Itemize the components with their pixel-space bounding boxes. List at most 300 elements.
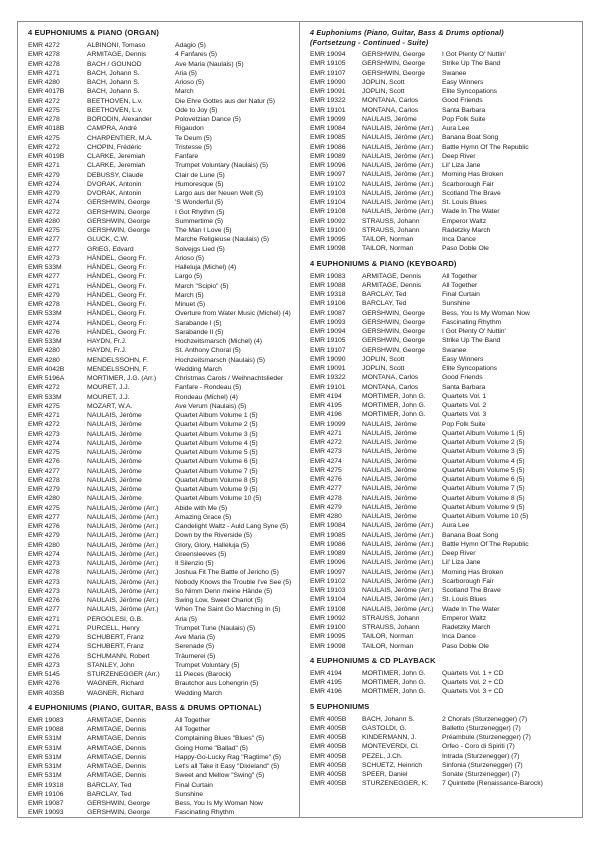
composer-name: GERSHWIN, George <box>362 328 426 335</box>
emr-code: EMR 19093 <box>28 809 64 817</box>
catalog-row <box>28 762 295 771</box>
catalog-row <box>310 447 578 456</box>
catalog-row <box>310 226 578 235</box>
catalog-row <box>28 263 295 272</box>
piece-title: Lil' Liza Jane <box>442 559 481 567</box>
catalog-row <box>28 180 295 189</box>
emr-code: EMR 4005B <box>310 715 347 723</box>
piece-title: Ode to Joy (5) <box>175 106 218 114</box>
emr-code: EMR 4271 <box>28 69 60 77</box>
composer-name: NAULAIS, Jérôme (Arr.) <box>87 606 159 614</box>
piece-title: Amazing Grace (5) <box>175 513 232 521</box>
composer-name: GLUCK, C.W. <box>87 236 129 244</box>
catalog-row <box>28 393 295 402</box>
piece-title: Orfeo - Coro di Spiriti (7) <box>442 743 515 751</box>
emr-code: EMR 19099 <box>310 115 346 123</box>
piece-title: Quartet Album Volume 7 (5) <box>175 467 258 475</box>
piece-title: St. Louis Blues <box>442 199 487 206</box>
composer-name: NAULAIS, Jérôme (Arr.) <box>362 605 434 613</box>
catalog-row <box>310 309 578 318</box>
composer-name: BARCLAY, Ted <box>362 291 407 298</box>
emr-code: EMR 4277 <box>28 606 60 614</box>
catalog-row <box>28 568 295 577</box>
composer-name: PURCELL, Henry <box>87 624 140 632</box>
catalog-row <box>310 632 578 641</box>
emr-code: EMR 4005B <box>310 743 347 751</box>
composer-name: NAULAIS, Jérôme <box>362 494 417 502</box>
emr-code: EMR 4273 <box>310 448 342 456</box>
catalog-row <box>310 770 578 779</box>
piece-title: Wade In The Water <box>442 208 500 216</box>
composer-name: HAYDN, Fr.J. <box>87 347 127 355</box>
composer-name: NAULAIS, Jérôme (Arr.) <box>87 578 159 586</box>
catalog-row <box>310 290 578 299</box>
catalog-row <box>28 143 295 152</box>
emr-code: EMR 19108 <box>310 208 346 216</box>
catalog-row <box>310 724 578 733</box>
catalog-row <box>28 217 295 226</box>
piece-title: Quartet Album Volume 6 (5) <box>175 458 258 466</box>
composer-name: MONTEVERDI, Cl. <box>362 743 419 751</box>
piece-title: Trumpet Tune (Naulais) (5) <box>175 624 256 632</box>
catalog-row <box>28 106 295 115</box>
catalog-row <box>310 586 578 595</box>
composer-name: NAULAIS, Jérôme <box>362 115 417 123</box>
piece-title: Radetzky March <box>442 624 491 631</box>
emr-code: EMR 4278 <box>28 51 60 59</box>
emr-code: EMR 4273 <box>28 587 60 595</box>
emr-code: EMR 4277 <box>310 485 342 493</box>
composer-name: ALBINONI, Tomaso <box>87 42 146 49</box>
emr-code: EMR 4272 <box>28 384 60 392</box>
composer-name: BACH, Johann S. <box>87 79 140 86</box>
composer-name: HÄNDEL, Georg Fr. <box>87 301 147 308</box>
piece-title: Glory, Glory, Halleluja (5) <box>175 541 249 549</box>
catalog-row <box>310 106 578 115</box>
emr-code: EMR 19098 <box>310 642 346 650</box>
composer-name: NAULAIS, Jérôme (Arr.) <box>362 577 434 585</box>
composer-name: GERSHWIN, George <box>362 318 426 326</box>
emr-code: EMR 19087 <box>28 800 64 807</box>
emr-code: EMR 4279 <box>310 503 342 511</box>
catalog-row <box>310 59 578 68</box>
composer-name: NAULAIS, Jérôme <box>362 466 417 474</box>
composer-name: STRAUSS, Johann <box>362 624 420 631</box>
piece-title: Pop Folk Suite <box>442 420 486 428</box>
composer-name: NAULAIS, Jérôme (Arr.) <box>87 569 159 577</box>
composer-name: CHARPENTIER, M.A. <box>87 134 153 142</box>
piece-title: Nobody Knows the Trouble I've See (5) <box>175 578 292 586</box>
catalog-row <box>310 540 578 549</box>
emr-code: EMR 19102 <box>310 577 346 585</box>
piece-title: Minuet (5) <box>175 301 206 308</box>
piece-title: Fanfare <box>175 153 199 160</box>
composer-name: HAYDN, Fr.J. <box>87 338 127 345</box>
piece-title: Hochzeitsmarsch (Naulais) (5) <box>175 356 265 364</box>
piece-title: Rondeau (Michel) (4) <box>175 393 238 401</box>
piece-title: Final Curtain <box>175 781 213 789</box>
piece-title: Easy Winners <box>442 355 484 363</box>
piece-title: Quartet Album Volume 6 (5) <box>442 476 525 483</box>
catalog-row <box>310 678 578 687</box>
composer-name: NAULAIS, Jérôme <box>87 449 142 456</box>
piece-title: Quartet Album Volume 2 (5) <box>442 439 525 446</box>
piece-title: Quartet Album Volume 9 (5) <box>175 486 258 493</box>
emr-code: EMR 4275 <box>28 504 60 512</box>
emr-code: EMR 4005B <box>310 724 347 732</box>
catalog-row <box>28 734 295 743</box>
composer-name: NAULAIS, Jérôme <box>362 476 417 483</box>
piece-title: Inca Dance <box>442 236 476 243</box>
composer-name: WAGNER, Richard <box>87 680 144 688</box>
catalog-row <box>310 521 578 530</box>
composer-name: NAULAIS, Jérôme (Arr.) <box>362 596 434 604</box>
emr-code: EMR 4271 <box>28 615 60 623</box>
emr-code: EMR 19101 <box>310 383 346 391</box>
catalog-row <box>28 633 295 642</box>
emr-code: EMR 4278 <box>28 476 60 484</box>
emr-code: EMR 4278 <box>28 60 60 68</box>
composer-name: STANLEY, John <box>87 661 135 669</box>
piece-title: Aura Lee <box>442 522 470 530</box>
emr-code: EMR 19103 <box>310 189 346 197</box>
section-heading: 4 EUPHONIUMS (PIANO, GUITAR, BASS & DRUMS OPTIONAL) <box>28 702 262 712</box>
piece-title: March <box>175 88 194 96</box>
emr-code: EMR 5196A <box>28 375 65 382</box>
catalog-row <box>310 355 578 364</box>
emr-code: EMR 19098 <box>310 245 346 253</box>
catalog-row <box>28 50 295 59</box>
piece-title: Arioso (5) <box>175 79 204 86</box>
piece-title: Quartets Vol. 3 <box>442 411 487 419</box>
composer-name: NAULAIS, Jérôme <box>362 448 417 456</box>
catalog-row <box>28 541 295 550</box>
piece-title: Quartet Album Volume 1 (5) <box>175 412 258 419</box>
composer-name: MONTANA, Carlos <box>362 383 419 391</box>
piece-title: Going Home "Ballad" (5) <box>175 744 248 752</box>
piece-title: Down by the Riverside (5) <box>175 532 252 540</box>
composer-name: BEETHOVEN, L.v. <box>87 106 143 114</box>
composer-name: GERSHWIN, George <box>87 208 151 216</box>
catalog-row <box>310 364 578 373</box>
catalog-row <box>310 161 578 170</box>
piece-title: I Got Rhythm (5) <box>175 208 225 216</box>
emr-code: EMR 19096 <box>310 162 346 169</box>
catalog-row <box>310 392 578 401</box>
composer-name: STRAUSS, Johann <box>362 614 420 622</box>
composer-name: NAULAIS, Jérôme (Arr.) <box>362 143 434 151</box>
piece-title: Sinfonia (Sturzenegger) (7) <box>442 761 523 769</box>
catalog-row <box>28 642 295 651</box>
catalog-row <box>310 401 578 410</box>
emr-code: EMR 19105 <box>310 337 346 345</box>
piece-title: Ave Verum (Naulais) (5) <box>175 402 247 410</box>
composer-name: HÄNDEL, Georg Fr. <box>87 254 147 262</box>
piece-title: Quartet Album Volume 10 (5) <box>442 513 529 520</box>
catalog-row <box>28 522 295 531</box>
piece-title: Radetzky March <box>442 226 491 234</box>
catalog-row <box>28 652 295 661</box>
composer-name: CLARKE, Jeremiah <box>87 162 146 170</box>
piece-title: Quartet Album Volume 2 (5) <box>175 421 258 429</box>
piece-title: Fascinating Rhythm <box>442 318 502 326</box>
emr-code: EMR 4280 <box>28 495 60 503</box>
composer-name: NAULAIS, Jérôme (Arr.) <box>87 597 159 604</box>
catalog-row <box>28 744 295 753</box>
composer-name: SCHUMANN, Robert <box>87 652 150 660</box>
catalog-column-left <box>18 22 300 817</box>
catalog-row <box>310 299 578 308</box>
composer-name: GERSHWIN, George <box>362 60 426 68</box>
emr-code: EMR 4277 <box>28 513 60 521</box>
emr-code: EMR 4276 <box>28 597 60 604</box>
emr-code: EMR 19101 <box>310 106 346 114</box>
composer-name: NAULAIS, Jérôme (Arr.) <box>362 559 434 567</box>
composer-name: NAULAIS, Jérôme <box>87 476 142 484</box>
catalog-row <box>310 373 578 382</box>
piece-title: Quartet Album Volume 3 (5) <box>442 448 525 456</box>
composer-name: WAGNER, Richard <box>87 689 144 697</box>
catalog-row <box>310 669 578 678</box>
catalog-row <box>310 244 578 253</box>
emr-code: EMR 4005B <box>310 734 347 741</box>
catalog-row <box>28 291 295 300</box>
catalog-row <box>28 272 295 281</box>
piece-title: Good Friends <box>442 97 483 105</box>
composer-name: ARMITAGE, Dennis <box>362 281 422 289</box>
composer-name: DVORAK, Antonin <box>87 190 142 197</box>
emr-code: EMR 4280 <box>28 217 60 225</box>
catalog-row <box>310 272 578 281</box>
composer-name: MOZART, W.A. <box>87 402 133 410</box>
emr-code: EMR 19100 <box>310 624 346 631</box>
catalog-row <box>28 337 295 346</box>
piece-title: All Together <box>175 726 211 733</box>
composer-name: NAULAIS, Jérôme <box>362 457 417 465</box>
catalog-row <box>310 614 578 623</box>
emr-code: EMR 4005B <box>310 752 347 760</box>
catalog-row <box>310 78 578 87</box>
composer-name: GERSHWIN, George <box>362 346 426 354</box>
emr-code: EMR 4273 <box>28 661 60 669</box>
catalog-row <box>28 87 295 96</box>
piece-title: Solvejgs Lied (5) <box>175 245 225 253</box>
composer-name: NAULAIS, Jérôme (Arr.) <box>362 587 434 594</box>
composer-name: NAULAIS, Jérôme <box>87 467 142 475</box>
composer-name: NAULAIS, Jérôme (Arr.) <box>362 125 434 132</box>
catalog-row <box>310 96 578 105</box>
piece-title: Strike Up The Band <box>442 60 501 68</box>
piece-title: Quartet Album Volume 5 (5) <box>175 449 258 456</box>
catalog-row <box>28 587 295 596</box>
piece-title: Serenade (5) <box>175 643 215 651</box>
composer-name: NAULAIS, Jérôme (Arr.) <box>87 541 159 549</box>
catalog-row <box>28 753 295 762</box>
composer-name: BACH / GOUNOD <box>87 60 142 68</box>
piece-title: Quartet Album Volume 8 (5) <box>175 476 258 484</box>
section-heading: 4 EUPHONIUMS & PIANO (ORGAN) <box>28 28 160 37</box>
catalog-row <box>28 78 295 87</box>
emr-code: EMR 4275 <box>28 134 60 142</box>
emr-code: EMR 4005B <box>310 771 347 778</box>
catalog-row <box>310 336 578 345</box>
emr-code: EMR 4272 <box>28 208 60 216</box>
emr-code: EMR 4280 <box>310 513 342 520</box>
composer-name: NAULAIS, Jérôme (Arr.) <box>362 180 434 188</box>
catalog-row <box>28 439 295 448</box>
catalog-row <box>310 715 578 724</box>
section-heading: 4 EUPHONIUMS & CD PLAYBACK <box>310 655 436 665</box>
piece-title: Quartet Album Volume 4 (5) <box>175 439 258 447</box>
emr-code: EMR 19090 <box>310 355 346 363</box>
piece-title: Battle Hymn Of The Republic <box>442 143 529 151</box>
piece-title: Deep River <box>442 152 476 160</box>
composer-name: MORTIMER, John G. <box>362 669 426 677</box>
catalog-row <box>310 484 578 493</box>
composer-name: GASTOLDI, G. <box>362 724 407 732</box>
catalog-row <box>310 531 578 540</box>
composer-name: DEBUSSY, Claude <box>87 171 144 179</box>
piece-title: St. Louis Blues <box>442 596 487 604</box>
catalog-row <box>28 799 295 808</box>
emr-code: EMR 19106 <box>28 790 64 798</box>
composer-name: CLARKE, Jeremiah <box>87 153 146 160</box>
piece-title: All Together <box>175 716 211 724</box>
piece-title: Ave Maria (Naulais) (5) <box>175 60 244 68</box>
composer-name: MENDELSSOHN, F. <box>87 356 148 364</box>
emr-code: EMR 4276 <box>28 652 60 660</box>
composer-name: ARMITAGE, Dennis <box>87 763 147 770</box>
catalog-row <box>28 319 295 328</box>
emr-code: EMR 4277 <box>28 245 60 253</box>
catalog-row <box>28 485 295 494</box>
emr-code: EMR 19086 <box>310 143 346 151</box>
composer-name: GRIEG, Edvard <box>87 245 134 253</box>
section-subheading: (Fortsetzung - Continued - Suite) <box>310 37 429 47</box>
catalog-row <box>28 226 295 235</box>
piece-title: Quartets Vol. 2 <box>442 402 487 409</box>
emr-code: EMR 4273 <box>28 254 60 262</box>
composer-name: BARCLAY, Ted <box>87 781 132 789</box>
catalog-column-right <box>300 22 582 817</box>
piece-title: Marche Religieuse (Naulais) (5) <box>175 236 270 244</box>
catalog-row <box>310 346 578 355</box>
catalog-row <box>310 475 578 484</box>
composer-name: HÄNDEL, Georg Fr. <box>87 328 147 336</box>
composer-name: GERSHWIN, George <box>87 800 151 807</box>
emr-code: EMR 4195 <box>310 402 342 409</box>
composer-name: GERSHWIN, George <box>87 227 151 234</box>
piece-title: Sunshine <box>175 790 203 798</box>
composer-name: MORTIMER, John G. <box>362 411 426 419</box>
emr-code: EMR 4276 <box>310 476 342 483</box>
piece-title: Easy Winners <box>442 78 484 86</box>
composer-name: STRAUSS, Johann <box>362 217 420 225</box>
piece-title: Scotland The Brave <box>442 587 501 594</box>
piece-title: Complaining Blues "Blues" (5) <box>175 735 265 743</box>
piece-title: Die Ehre Gottes aus der Natur (5) <box>175 97 275 105</box>
catalog-row <box>28 115 295 124</box>
composer-name: NAULAIS, Jérôme (Arr.) <box>87 532 159 540</box>
emr-code: EMR 4280 <box>28 541 60 549</box>
composer-name: NAULAIS, Jérôme <box>87 439 142 447</box>
piece-title: Quartet Album Volume 3 (5) <box>175 430 258 438</box>
catalog-row <box>28 615 295 624</box>
emr-code: EMR 4019B <box>28 153 65 160</box>
catalog-row <box>28 235 295 244</box>
piece-title: Strike Up The Band <box>442 337 501 345</box>
catalog-row <box>28 309 295 318</box>
catalog-row <box>310 207 578 216</box>
piece-title: March (5) <box>175 291 204 299</box>
piece-title: Sweet and Mellow "Swing" (5) <box>175 772 265 780</box>
emr-code: EMR 4276 <box>28 523 60 530</box>
catalog-row <box>28 716 295 725</box>
catalog-row <box>28 161 295 170</box>
catalog-row <box>28 513 295 522</box>
catalog-row <box>28 781 295 790</box>
catalog-row <box>28 457 295 466</box>
composer-name: BARCLAY, Ted <box>87 790 132 798</box>
composer-name: STRAUSS, Johann <box>362 226 420 234</box>
emr-code: EMR 19092 <box>310 614 346 622</box>
piece-title: Aura Lee <box>442 125 470 132</box>
piece-title: Te Deum (5) <box>175 134 212 142</box>
emr-code: EMR 4279 <box>28 291 60 299</box>
composer-name: GERSHWIN, George <box>362 51 426 58</box>
catalog-row <box>310 383 578 392</box>
emr-code: EMR 533M <box>28 393 62 401</box>
emr-code: EMR 533M <box>28 264 62 271</box>
catalog-row <box>310 577 578 586</box>
emr-code: EMR 4279 <box>28 171 60 179</box>
emr-code: EMR 4005B <box>310 761 347 769</box>
emr-code: EMR 4196 <box>310 411 342 419</box>
composer-name: DVORAK, Antonin <box>87 180 142 188</box>
composer-name: MORTIMER, John G. <box>362 679 426 686</box>
composer-name: NAULAIS, Jérôme <box>362 439 417 446</box>
emr-code: EMR 4279 <box>28 532 60 540</box>
piece-title: Elite Syncopations <box>442 365 498 372</box>
emr-code: EMR 19088 <box>310 281 346 289</box>
emr-code: EMR 4280 <box>28 356 60 364</box>
composer-name: NAULAIS, Jérôme (Arr.) <box>362 531 434 539</box>
composer-name: SCHUBERT, Franz <box>87 634 144 641</box>
emr-code: EMR 4271 <box>310 429 342 437</box>
catalog-row <box>310 235 578 244</box>
piece-title: So Nimm Denn meine Hände (5) <box>175 587 273 595</box>
emr-code: EMR 4035B <box>28 689 65 697</box>
catalog-row <box>28 411 295 420</box>
emr-code: EMR 19104 <box>310 199 346 206</box>
emr-code: EMR 531M <box>28 735 62 743</box>
composer-name: TAILOR, Norman <box>362 642 414 650</box>
piece-title: Paso Doble Ole <box>442 642 489 650</box>
composer-name: NAULAIS, Jérôme <box>362 513 417 520</box>
catalog-row <box>28 69 295 78</box>
piece-title: Quartet Album Volume 8 (5) <box>442 494 525 502</box>
piece-title: Scotland The Brave <box>442 189 501 197</box>
composer-name: NAULAIS, Jérôme (Arr.) <box>87 523 159 530</box>
emr-code: EMR 19085 <box>310 134 346 142</box>
composer-name: KINDERMANN, J. <box>362 734 417 741</box>
catalog-row <box>310 438 578 447</box>
piece-title: Polovetzian Dance (5) <box>175 116 241 123</box>
piece-title: Trumpet Voluntary (Naulais) (5) <box>175 162 269 170</box>
composer-name: MORTIMER, J.G. (Arr.) <box>87 375 157 382</box>
catalog-row <box>310 687 578 696</box>
composer-name: JOPLIN, Scott <box>362 78 405 86</box>
